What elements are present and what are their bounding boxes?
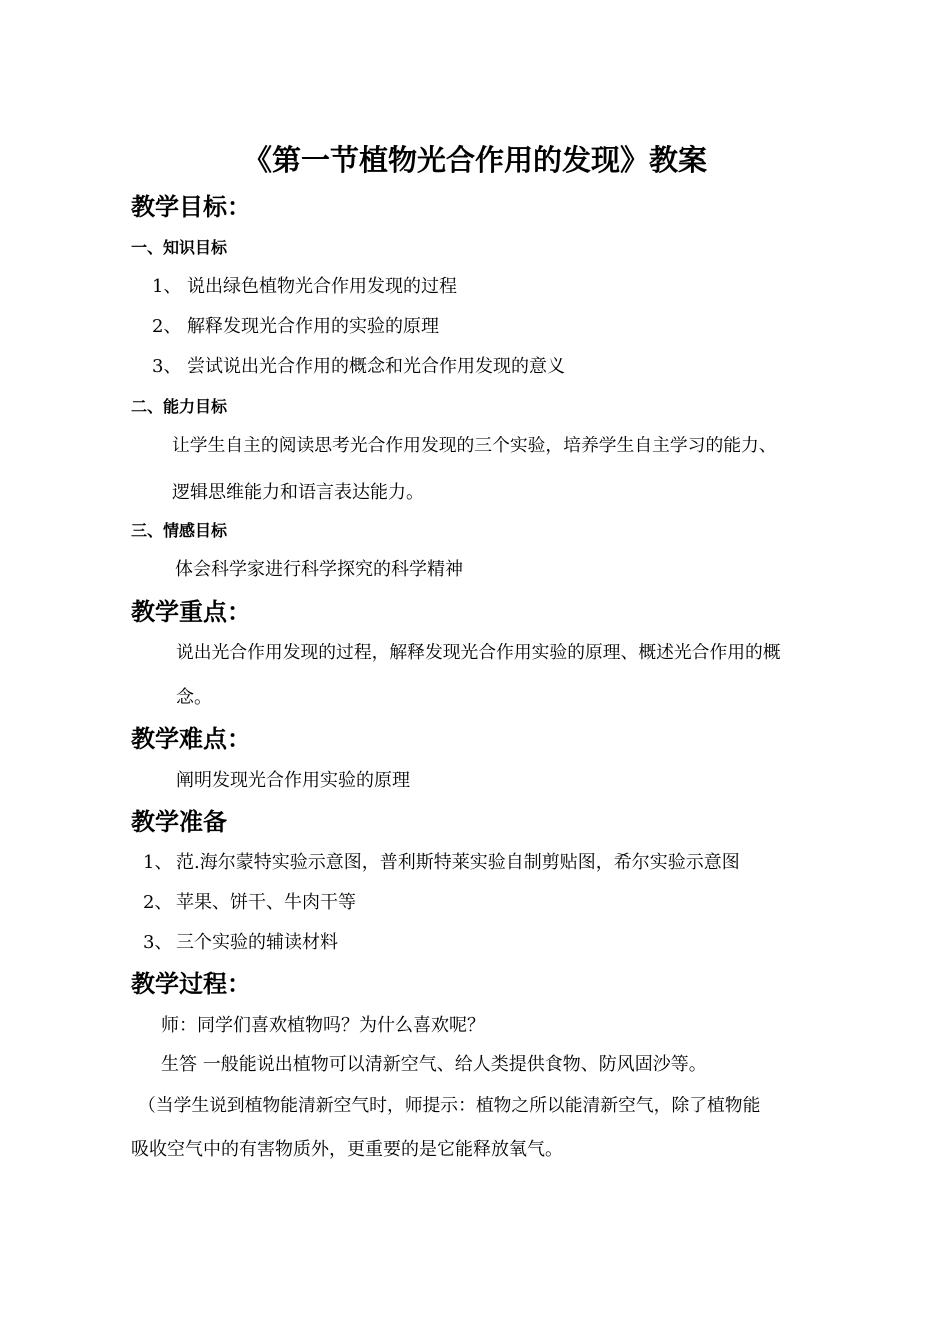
knowledge-item-number: 2、 (152, 316, 182, 337)
key-points-text: 说出光合作用发现的过程，解释发现光合作用实验的原理、概述光合作用的概 (176, 642, 781, 663)
document-title: 《第一节植物光合作用的发现》教案 (242, 143, 707, 177)
ability-objectives-heading: 二、能力目标 (131, 397, 228, 416)
knowledge-item: 说出绿色植物光合作用发现的过程 (187, 276, 457, 297)
preparation-item: 范.海尔蒙特实验示意图，普利斯特莱实验自制剪贴图，希尔实验示意图 (176, 852, 740, 873)
knowledge-item-number: 3、 (152, 356, 182, 377)
process-heading: 教学过程： (131, 970, 251, 998)
teacher-note: （当学生说到植物能清新空气时，师提示：植物之所以能清新空气，除了植物能 (138, 1095, 761, 1116)
knowledge-item: 解释发现光合作用的实验的原理 (187, 316, 439, 337)
difficulties-text: 阐明发现光合作用实验的原理 (176, 770, 410, 791)
preparation-heading: 教学准备 (131, 808, 227, 836)
difficulties-heading: 教学难点： (131, 725, 251, 753)
objectives-heading: 教学目标： (131, 193, 251, 221)
knowledge-item-number: 1、 (152, 276, 182, 297)
student-answer: 生答 一般能说出植物可以清新空气、给人类提供食物、防风固沙等。 (161, 1054, 707, 1075)
teacher-note-cont: 吸收空气中的有害物质外，更重要的是它能释放氧气。 (131, 1139, 563, 1160)
ability-objectives-text: 让学生自主的阅读思考光合作用发现的三个实验，培养学生自主学习的能力、 (172, 435, 777, 456)
teacher-question: 师：同学们喜欢植物吗？为什么喜欢呢？ (161, 1015, 485, 1036)
preparation-item-number: 2、 (143, 892, 173, 913)
preparation-item: 苹果、饼干、牛肉干等 (176, 892, 356, 913)
emotion-objectives-text: 体会科学家进行科学探究的科学精神 (175, 559, 463, 580)
knowledge-objectives-heading: 一、知识目标 (131, 238, 228, 257)
key-points-text-cont: 念。 (176, 687, 212, 708)
ability-objectives-text-cont: 逻辑思维能力和语言表达能力。 (172, 482, 424, 503)
key-points-heading: 教学重点： (131, 598, 251, 626)
emotion-objectives-heading: 三、情感目标 (131, 521, 228, 540)
preparation-item-number: 3、 (143, 932, 173, 953)
knowledge-item: 尝试说出光合作用的概念和光合作用发现的意义 (187, 356, 565, 377)
preparation-item-number: 1、 (143, 852, 173, 873)
preparation-item: 三个实验的辅读材料 (176, 932, 338, 953)
